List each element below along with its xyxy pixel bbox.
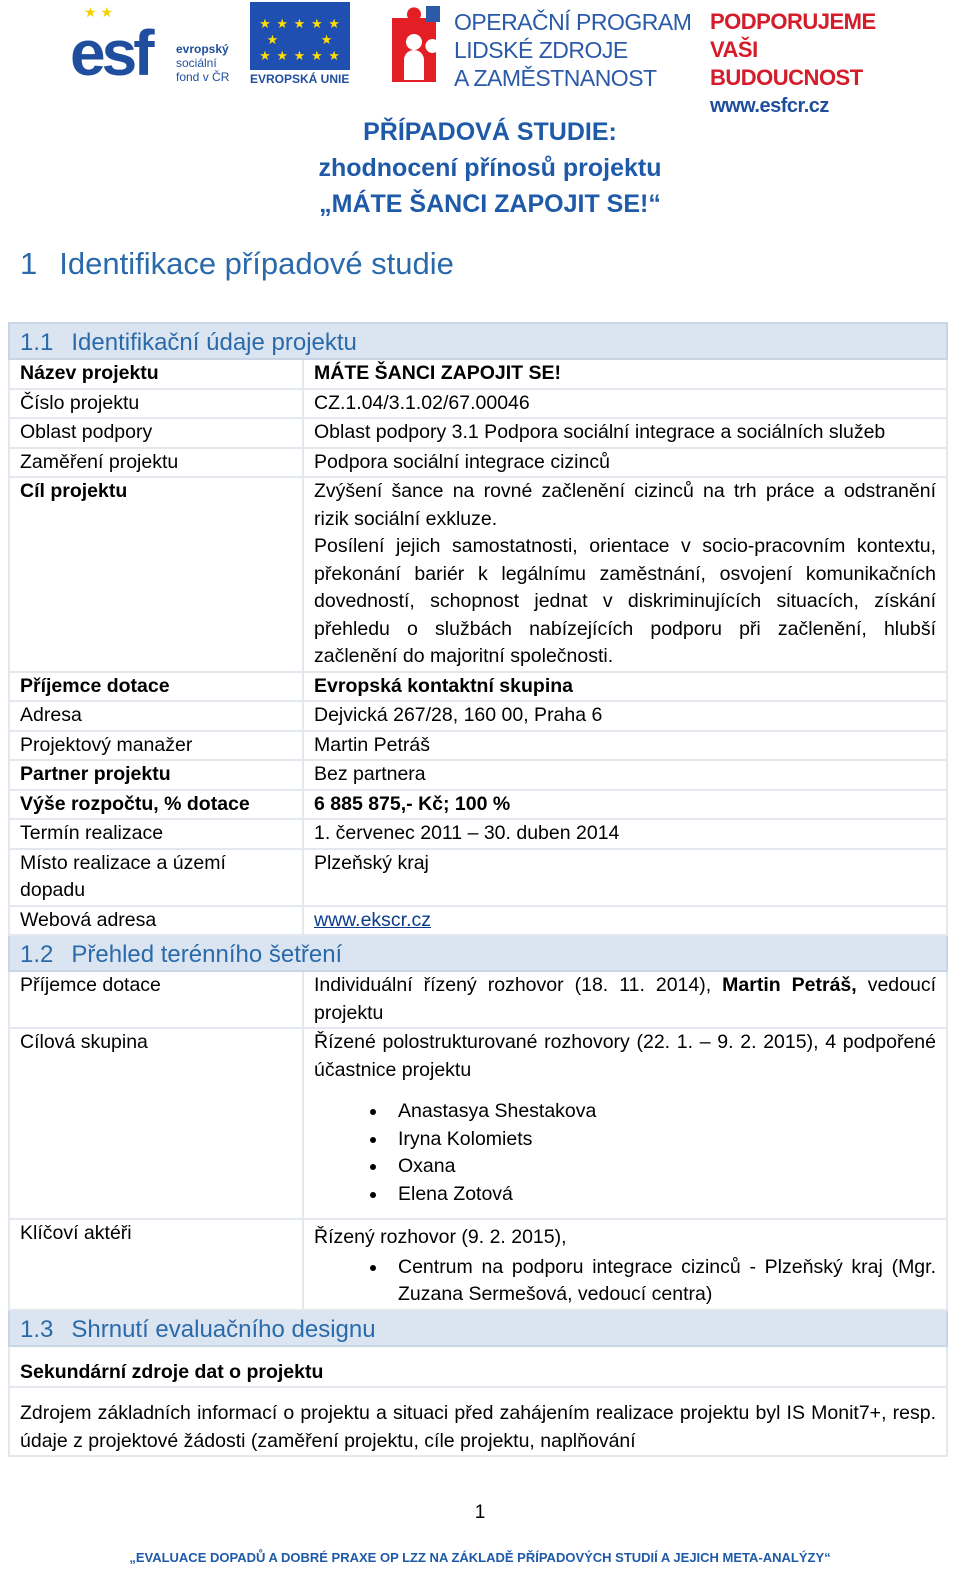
esfcr-link[interactable]: www.esfcr.cz <box>710 95 829 117</box>
table-row: Cílová skupina Řízené polostrukturované rozhovory (22. 1. – 9. 2. 2015), 4 podpořené účastnice projektu • Anastasya Shestakova • Iryna Kolomiets • Oxana • Elena Zotová <box>9 1028 947 1219</box>
eu-flag-icon: ★ ★ ★ ★ ★ ★ ★ ★ ★ ★ ★ ★ <box>250 2 350 70</box>
op-puzzle-icon <box>386 4 442 86</box>
table-row: Cíl projektu Zvýšení šance na rovné začlenění cizinců na trh práce a odstranění rizik sociální exkluze. Posílení jejich samostatnosti, orientace v socio-pracovním kontextu, překonání bariér k legálnímu zaměstnání, osvojení komunikačních dovedností, schopnost jednat v diskriminujících situacích, získání přehledu o službách nabízejících podporu při začlenění, hlubší začlenění do majoritní společnosti. <box>9 477 947 672</box>
table-row: Výše rozpočtu, % dotace 6 885 875,- Kč; 100 % <box>9 790 947 820</box>
actors-list <box>314 1254 936 1309</box>
table-row: Příjemce dotace Evropská kontaktní skupina <box>9 672 947 702</box>
heading-1: 1 Identifikace případové studie <box>20 246 454 281</box>
section-subheading: Sekundární zdroje dat o projektu <box>9 1346 947 1388</box>
table-row: Partner projektu Bez partnera <box>9 760 947 790</box>
eu-label: EVROPSKÁ UNIE <box>250 72 350 86</box>
table-row: Místo realizace a území dopadu Plzeňský kraj <box>9 849 947 906</box>
list-item: • Oxana <box>388 1153 936 1181</box>
header-banner <box>68 0 908 117</box>
esf-logo <box>68 4 243 88</box>
table-row: Příjemce dotace Individuální řízený rozhovor (18. 11. 2014), Martin Petráš, vedoucí projektu <box>9 971 947 1028</box>
table-row <box>9 1346 947 1388</box>
participant-list <box>314 1098 936 1208</box>
section-paragraph: Zdrojem základních informací o projektu a situaci před zahájením realizace projektu byl IS Monit7+, resp. údaje z projektové žádosti (zaměření projektu, cíle projektu, naplňování <box>9 1387 947 1456</box>
table-row: Oblast podpory Oblast podpory 3.1 Podpora sociální integrace a sociálních služeb <box>9 418 947 448</box>
table-row: Webová adresa www.ekscr.cz <box>9 906 947 936</box>
page-number: 1 <box>474 1502 486 1523</box>
project-table <box>8 322 948 1457</box>
table-row: Projektový manažer Martin Petráš <box>9 731 947 761</box>
table-row <box>9 1387 947 1456</box>
table-row: Adresa Dejvická 267/28, 160 00, Praha 6 <box>9 701 947 731</box>
document-title: PŘÍPADOVÁ STUDIE: zhodnocení přínosů projektu „MÁTE ŠANCI ZAPOJIT SE!“ <box>318 118 662 218</box>
list-item: • Centrum na podporu integrace cizinců - Plzeňský kraj (Mgr. Zuzana Sermešová, vedoucí centra) <box>388 1254 936 1309</box>
section-header: 1.1 Identifikační údaje projektu <box>9 323 947 359</box>
star-icon: ★ ★ <box>84 4 113 20</box>
table-row: Název projektu MÁTE ŠANCI ZAPOJIT SE! <box>9 359 947 389</box>
section-header: 1.3 Shrnutí evaluačního designu <box>9 1310 947 1346</box>
op-program-text: OPERAČNÍ PROGRAM LIDSKÉ ZDROJE A ZAMĚSTNANOST <box>454 9 692 91</box>
support-slogan: PODPORUJEME VAŠI BUDOUCNOST www.esfcr.cz <box>710 8 908 120</box>
table-row: Termín realizace 1. červenec 2011 – 30. duben 2014 <box>9 819 947 849</box>
list-item: • Elena Zotová <box>388 1181 936 1209</box>
list-item: • Anastasya Shestakova <box>388 1098 936 1126</box>
table-row: Klíčoví aktéři Řízený rozhovor (9. 2. 2015), • Centrum na podporu integrace cizinců - Plzeňský kraj (Mgr. Zuzana Sermešová, vedoucí centra) <box>9 1219 947 1310</box>
esf-logo-subtext: evropský sociální fond v ČR <box>176 42 230 84</box>
section-header: 1.2 Přehled terénního šetření <box>9 935 947 971</box>
list-item: • Iryna Kolomiets <box>388 1126 936 1154</box>
table-row: Zaměření projektu Podpora sociální integrace cizinců <box>9 448 947 478</box>
page-footer: „EVALUACE DOPADŮ A DOBRÉ PRAXE OP LZZ NA ZÁKLADĚ PŘÍPADOVÝCH STUDIÍ A JEJICH META-ANALÝZY“ <box>129 1550 831 1565</box>
esf-logo-text: esf <box>70 17 151 89</box>
project-website-link[interactable]: www.ekscr.cz <box>314 908 432 931</box>
table-row: Číslo projektu CZ.1.04/3.1.02/67.00046 <box>9 389 947 419</box>
